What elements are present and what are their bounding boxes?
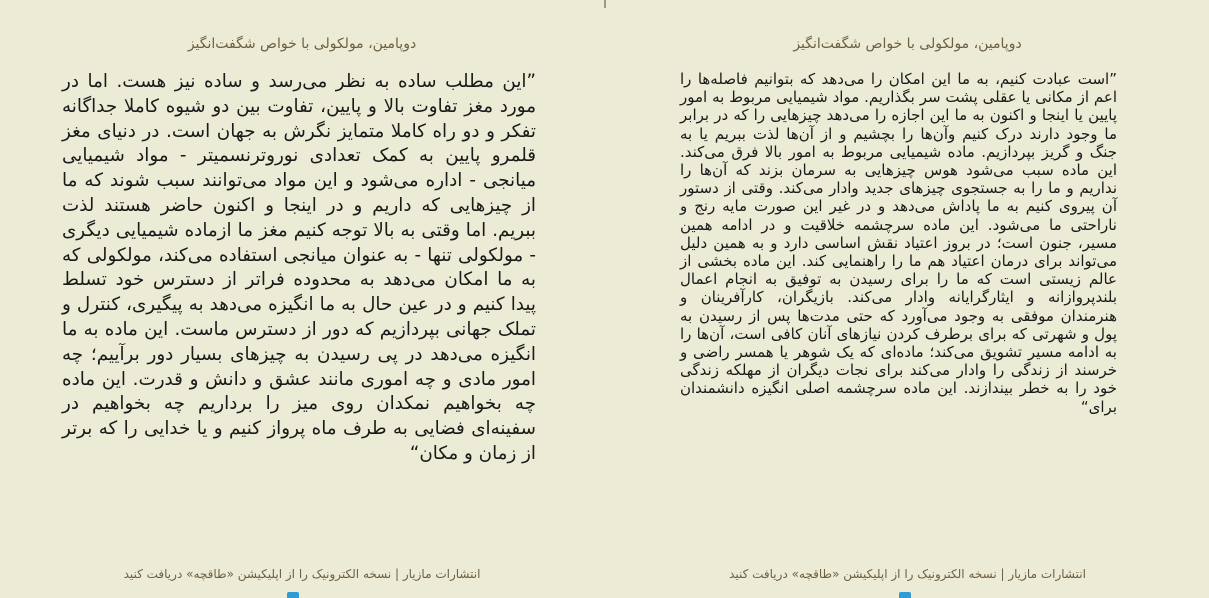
book-page-right [606,0,1209,598]
page-body-text: ”است عبادت کنیم، به ما این امکان را می‌دهد که بتوانیم فاصله‌ها را اعم از مکانی یا عقلی پشت سر بگذاریم. مواد شیمیایی مربوط به امور پایین یا اینجا و اکنون به ما این اجازه را می‌دهد چیزهایی را که در برابر ما وجود دارند درک کنیم وآن‌ها را بچشیم و از آن‌ها لذت ببریم یا به جنگ و گریز بپردازیم. ماده شیمیایی مربوط به امور بالا فرق می‌کند. این ماده سبب می‌شود هوس چیزهایی به سرمان بزند که آن‌ها را نداریم و ما را به جستجوی چیزهای جدید وادار می‌کند. وقتی از دستور آن پیروی کنیم به ما پاداش می‌دهد و در غیر این صورت مایه رنج و ناراحتی ما می‌شود. این ماده سرچشمه خلاقیت و در ادامه همین مسیر، جنون است؛ در بروز اعتیاد نقش اساسی دارد و به همین دلیل می‌تواند برای درمان اعتیاد هم ما را راهنمایی کند. این ماده بخشی از عالم زیستی است که ما را برای رسیدن به توفیق به انجام اعمال بلندپروازانه و ایثارگرایانه وادار می‌کند. بازیگران، کارآفرینان و هنرمندان موفقی به وجود می‌آورد که حتی مدت‌ها پس از رسیدن به پول و شهرتی که برای برطرف کردن نیازهای آنان کافی است، آن‌ها را به ادامه مسیر تشویق می‌کند؛ ماده‌ای که یک شوهر یا همسر راضی و خرسند از زندگی را وادار می‌کند برای نجات دیگران از مهلکه زندگی خود را به خطر بیندازند. این ماده سرچشمه اصلی انگیزه دانشمندان برای“ [680,70,1117,416]
running-header: دوپامین، مولکولی با خواص شگفت‌انگیز [793,36,1022,52]
page-tab-marker [287,592,299,598]
book-page-left [0,0,604,598]
page-tab-marker [899,592,911,598]
page-body-text: ”این مطلب ساده به نظر می‌رسد و ساده نیز هست. اما در مورد مغز تفاوت بالا و پایین، تفاوت بین دو شیوه کاملا جداگانه تفکر و دو راه کاملا متمایز نگرش به جهان است. در دنیای مغز قلمرو پایین به کمک تعدادی نوروترنسمیتر - مواد شیمیایی میانجی - اداره می‌شود و این مواد می‌توانند سبب شوند که ما از چیزهایی که داریم و در اینجا و اکنون حاضر هستند لذت ببریم. اما وقتی به بالا توجه کنیم مغز ما ازماده شیمیایی دیگری - مولکولی تنها - به عنوان میانجی استفاده می‌کند، مولکولی که به ما امکان می‌دهد به محدوده فراتر از دسترس خود تسلط پیدا کنیم و در عین حال به ما انگیزه می‌دهد به پیگیری، کنترل و تملک جهانی بپردازیم که دور از دسترس ماست. این ماده به ما انگیزه می‌دهد در پی رسیدن به چیزهای بسیار دور برآییم؛ چه امور مادی و چه اموری مانند عشق و دانش و قدرت. این ماده چه بخواهیم نمکدان روی میز را برداریم چه بخواهیم در سفینه‌ای فضایی به طرف ماه پرواز کنیم و یا خدایی را که برتر از زمان و مکان“ [62,71,536,464]
running-header: دوپامین، مولکولی با خواص شگفت‌انگیز [187,36,417,52]
page-footer: انتشارات مازیار | نسخه الکترونیک را از اپلیکیشن «طاقچه» دریافت کنید [123,567,481,581]
page-footer: انتشارات مازیار | نسخه الکترونیک را از اپلیکیشن «طاقچه» دریافت کنید [729,567,1086,581]
